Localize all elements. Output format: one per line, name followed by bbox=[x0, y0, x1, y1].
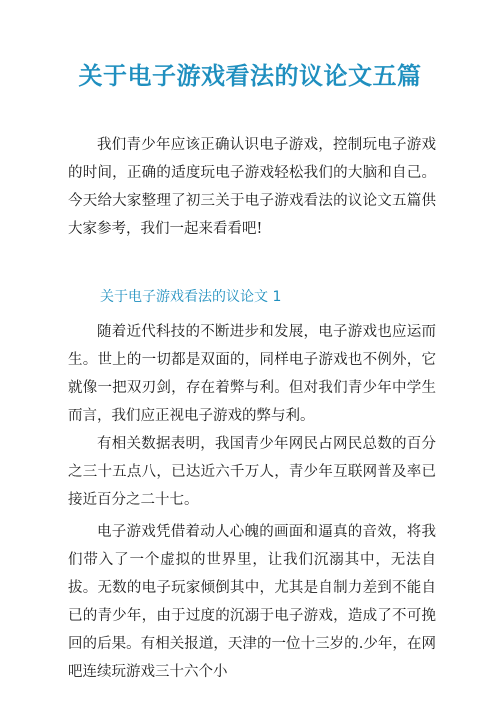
section-heading: 关于电子游戏看法的议论文 1 bbox=[100, 289, 282, 305]
body-paragraph-3: 电子游戏凭借着动人心魄的画面和逼真的音效，将我们带入了一个虚拟的世界里，让我们沉溺其中，无法自拔。无数的电子玩家倾倒其中，尤其是自制力差到不能自已的青少年，由于过度的沉溺于电子游戏，造成了不可挽回的后果。有相关报道，天津的一位十三岁的.少年，在网吧连续玩游戏三十六个小 bbox=[68, 524, 436, 680]
body-paragraph-2: 有相关数据表明，我国青少年网民占网民总数的百分之三十五点八，已达近六千万人，青少年互联网普及率已接近百分之二十七。 bbox=[68, 436, 436, 508]
body-paragraph-1: 随着近代科技的不断进步和发展，电子游戏也应运而生。世上的一切都是双面的，同样电子游戏也不例外，它就像一把双刃剑，存在着弊与利。但对我们青少年中学生而言，我们应正视电子游戏的弊与利。 bbox=[68, 324, 436, 424]
document-title: 关于电子游戏看法的议论文五篇 bbox=[78, 62, 422, 90]
intro-paragraph: 我们青少年应该正确认识电子游戏，控制玩电子游戏的时间，正确的适度玩电子游戏轻松我们的大脑和自己。今天给大家整理了初三关于电子游戏看法的议论文五篇供大家参考，我们一起来看看吧! bbox=[68, 137, 436, 237]
